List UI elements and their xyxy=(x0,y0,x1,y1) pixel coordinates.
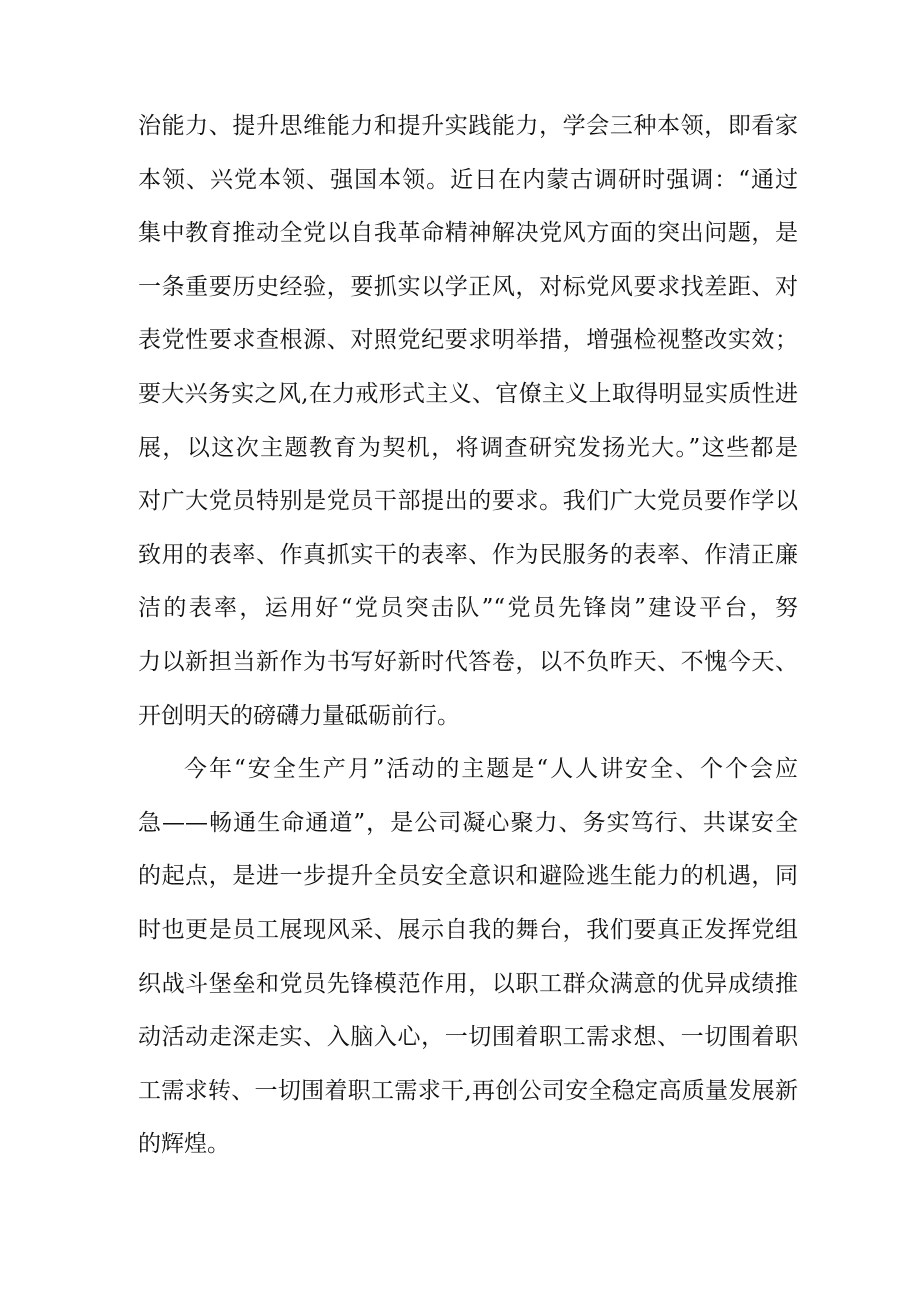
paragraph-line: 展，以这次主题教育为契机，将调查研究发扬光大。”这些都是 xyxy=(138,434,798,461)
paragraph-line: 急——畅通生命通道”，是公司凝心聚力、务实笃行、共谋安全 xyxy=(138,809,798,836)
paragraph-line: 开创明天的磅礴力量砥砺前行。 xyxy=(138,702,460,729)
paragraph-line: 治能力、提升思维能力和提升实践能力，学会三种本领，即看家 xyxy=(138,113,798,139)
paragraph-line: 今年“安全生产月”活动的主题是“人人讲安全、个个会应 xyxy=(184,756,798,783)
paragraph-line: 时也更是员工展现风采、展示自我的舞台，我们要真正发挥党组 xyxy=(138,916,798,943)
paragraph-line: 的辉煌。 xyxy=(138,1131,230,1158)
paragraph-line: 工需求转、一切围着职工需求干,再创公司安全稳定高质量发展新 xyxy=(138,1077,798,1104)
paragraph-2 xyxy=(138,743,798,1172)
paragraph-line: 集中教育推动全党以自我革命精神解决党风方面的突出问题，是 xyxy=(138,220,798,247)
paragraph-line: 洁的表率，运用好“党员突击队”“党员先锋岗”建设平台，努 xyxy=(138,595,798,622)
paragraph-line: 织战斗堡垒和党员先锋模范作用，以职工群众满意的优异成绩推 xyxy=(138,970,798,997)
paragraph-line: 力以新担当新作为书写好新时代答卷，以不负昨天、不愧今天、 xyxy=(138,648,798,675)
paragraph-line: 的起点，是进一步提升全员安全意识和避险逃生能力的机遇，同 xyxy=(138,863,798,890)
paragraph-1 xyxy=(138,100,798,743)
paragraph-line: 致用的表率、作真抓实干的表率、作为民服务的表率、作清正廉 xyxy=(138,541,798,568)
paragraph-line: 表党性要求查根源、对照党纪要求明举措，增强检视整改实效； xyxy=(138,327,798,354)
paragraph-line: 动活动走深走实、入脑入心，一切围着职工需求想、一切围着职 xyxy=(138,1024,798,1051)
paragraph-line: 对广大党员特别是党员干部提出的要求。我们广大党员要作学以 xyxy=(138,488,798,515)
paragraph-line: 要大兴务实之风,在力戒形式主义、官僚主义上取得明显实质性进 xyxy=(138,380,798,407)
document-body xyxy=(138,100,798,1172)
paragraph-line: 本领、兴党本领、强国本领。近日在内蒙古调研时强调：“通过 xyxy=(138,166,798,193)
paragraph-line: 一条重要历史经验，要抓实以学正风，对标党风要求找差距、对 xyxy=(138,273,798,300)
